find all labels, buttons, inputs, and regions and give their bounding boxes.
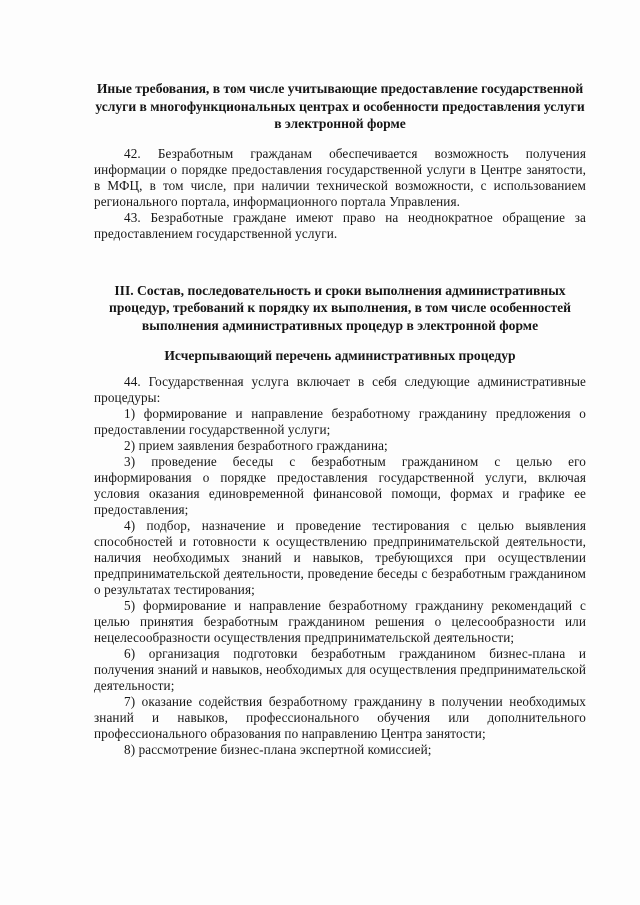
list-item-7: 7) оказание содействия безработному гражданину в получении необходимых знаний и навыков, профессионального обучения или дополнительного профессионального образования по направлению Центра занятости; <box>94 693 586 741</box>
subsection-title-procedures-list: Исчерпывающий перечень административных процедур <box>164 348 516 363</box>
list-item-2: 2) прием заявления безработного гражданина; <box>124 437 388 453</box>
paragraph-42: 42. Безработным гражданам обеспечивается возможность получения информации о порядке предоставления государственной услуги в Центре занятости, в МФЦ, в том числе, при наличии технической возможности, с использованием регионального портала, информационного портала Управления. <box>94 145 586 209</box>
list-item-6: 6) организация подготовки безработным гражданином бизнес-плана и получения знаний и навыков, необходимых для осуществления предпринимательской деятельности; <box>94 645 586 693</box>
paragraph-43: 43. Безработные граждане имеют право на неоднократное обращение за предоставлением государственной услуги. <box>94 209 586 241</box>
list-item-5: 5) формирование и направление безработному гражданину рекомендаций с целью принятия безработным гражданином решения о целесообразности или нецелесообразности осуществления предпринимательской деятельности; <box>94 597 586 645</box>
paragraph-44: 44. Государственная услуга включает в себя следующие административные процедуры: <box>94 373 586 405</box>
list-item-3: 3) проведение беседы с безработным гражданином с целью его информирования о порядке предоставления государственной услуги, включая условия оказания единовременной финансовой помощи, формах и графике ее предоставления; <box>94 453 586 517</box>
list-item-1: 1) формирование и направление безработному гражданину предложения о предоставлении государственной услуги; <box>94 405 586 437</box>
section-title-other-requirements: Иные требования, в том числе учитывающие предоставление государственной услуги в многофункциональных центрах и особенности предоставления услуги в электронной форме <box>95 81 585 131</box>
section-title-iii: III. Состав, последовательность и сроки выполнения административных процедур, требований к порядку их выполнения, в том числе особенностей выполнения административных процедур в электронной форме <box>108 282 572 333</box>
list-item-8: 8) рассмотрение бизнес-плана экспертной комиссией; <box>124 741 432 757</box>
list-item-4: 4) подбор, назначение и проведение тестирования с целью выявления способностей и готовности к осуществлению предпринимательской деятельности, наличия необходимых знаний и навыков, требующихся при осуществлении предпринимательской деятельности, проведение беседы с безработным гражданином о результатах тестирования; <box>94 517 586 597</box>
page-content <box>94 80 586 758</box>
